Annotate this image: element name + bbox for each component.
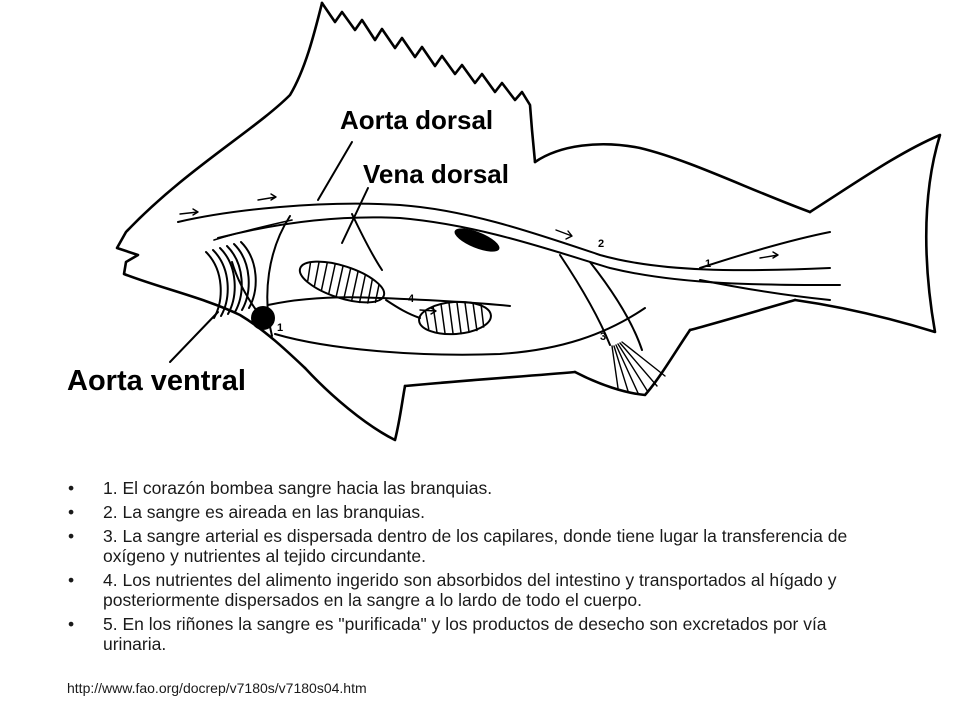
intestine-coil-front — [295, 253, 389, 311]
bullet-item — [68, 526, 869, 566]
arrow-icon — [556, 230, 572, 239]
bullet-item — [68, 570, 869, 610]
pointer-vena-dorsal — [342, 188, 368, 243]
step-number-tail: 1 — [705, 258, 712, 270]
anal-fin-vessel — [590, 262, 642, 350]
flow-arrows — [180, 194, 778, 314]
ventral-outline — [690, 300, 795, 330]
kidney-vessel — [352, 214, 382, 270]
caudal-fin — [795, 135, 940, 332]
kidney-organ — [452, 224, 502, 257]
body-cavity-line — [275, 308, 645, 355]
anal-fin — [575, 330, 690, 395]
tail-vessel-lower — [700, 280, 830, 300]
gill-arch — [206, 252, 221, 318]
bullet-item — [68, 502, 869, 522]
arrow-icon — [760, 252, 778, 258]
label-pointers — [170, 142, 368, 362]
fin-ray — [614, 346, 628, 391]
pointer-aorta-ventral — [170, 312, 218, 362]
label-aorta-dorsal: Aorta dorsal — [340, 105, 494, 135]
back-outline — [535, 144, 810, 212]
arrow-icon — [180, 209, 198, 215]
bullet-item — [68, 614, 869, 654]
head-dorsal-outline — [117, 3, 322, 368]
bullet-text: 2. La sangre es aireada en las branquias. — [103, 502, 426, 522]
bullet-text: 4. Los nutrientes del alimento ingerido son absorbidos del intestino y transportados al hígado y posteriormente dispersados en la sangre a lo lardo de todo el cuerpo. — [103, 570, 837, 610]
bullet-text: 5. En los riñones la sangre es "purificada" y los productos de desecho son excretados por vía urinaria. — [103, 614, 827, 654]
intestine-connector — [386, 300, 420, 318]
step-number-intestine: 4 — [408, 293, 415, 305]
bullet-text: 3. La sangre arterial es dispersada dentro de los capilares, donde tiene lugar la transferencia de oxígeno y nutrientes al tejido circundante. — [103, 526, 848, 566]
label-vena-dorsal: Vena dorsal — [363, 159, 509, 189]
heart-organ — [251, 306, 275, 330]
pointer-aorta-dorsal — [318, 142, 352, 200]
intestine-coil-rear — [418, 300, 492, 337]
bullet-list — [68, 478, 869, 658]
anal-fin-rays — [612, 342, 665, 393]
step-number-gills: 2 — [598, 238, 605, 250]
spiny-dorsal-fin — [322, 3, 535, 162]
bullet-item — [68, 478, 869, 498]
gill-arches — [206, 242, 256, 318]
bullet-text: 1. El corazón bombea sangre hacia las branquias. — [103, 478, 493, 498]
arrow-icon — [258, 194, 276, 200]
intestine-hatching — [303, 256, 383, 309]
dorsal-vein-vessel — [218, 217, 840, 285]
step-number-heart: 1 — [277, 322, 284, 334]
tail-vessel-upper — [700, 232, 830, 268]
fin-ray — [612, 346, 618, 388]
step-number-capillaries: 3 — [600, 331, 607, 343]
belly-outline — [405, 372, 575, 386]
source-url: http://www.fao.org/docrep/v7180s/v7180s04.htm — [67, 680, 367, 696]
label-aorta-ventral: Aorta ventral — [67, 365, 246, 397]
pelvic-fin — [305, 368, 405, 440]
